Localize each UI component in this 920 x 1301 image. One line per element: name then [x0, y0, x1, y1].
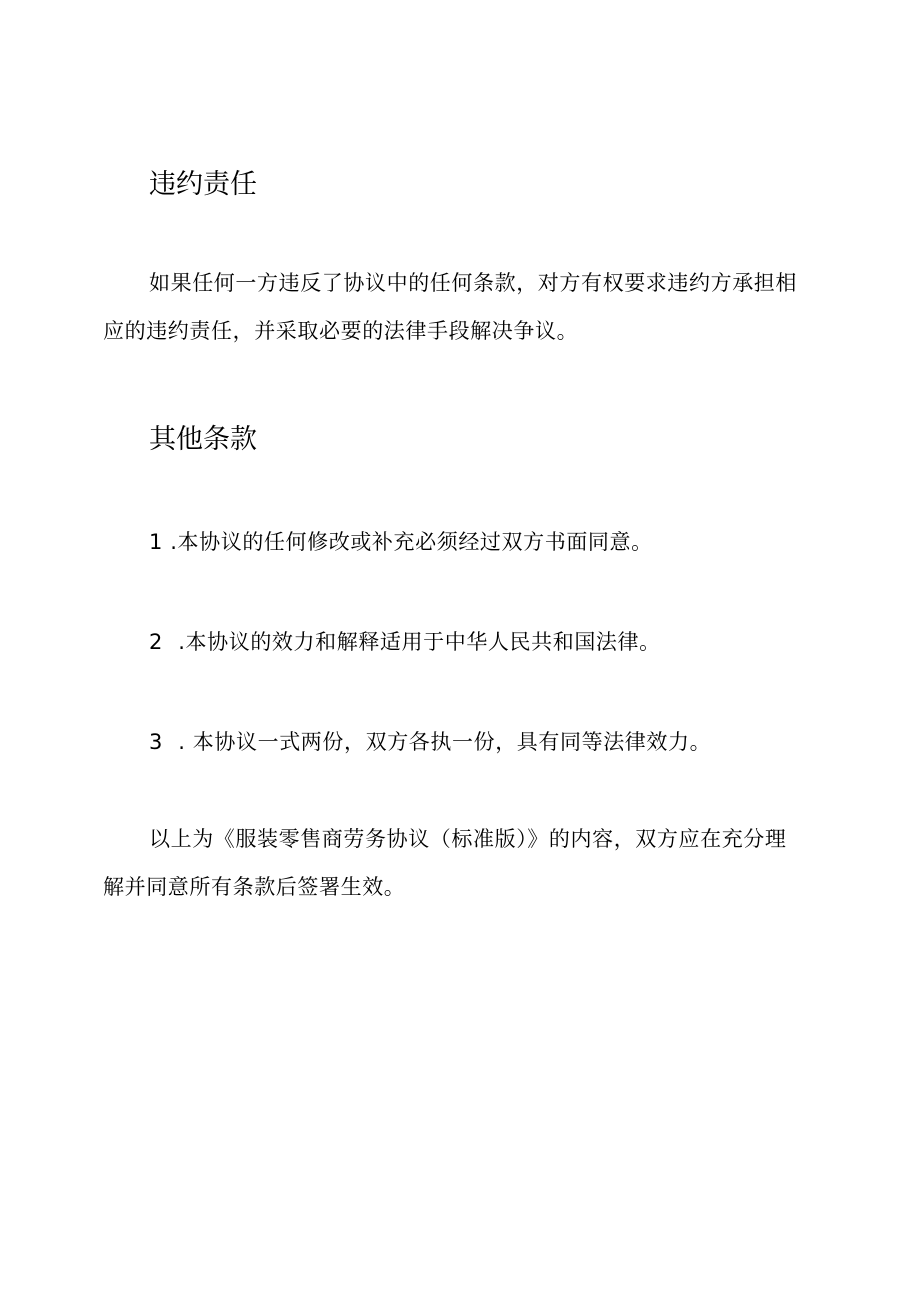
closing-paragraph: 以上为《服装零售商劳务协议（标准版）》的内容，双方应在充分理解并同意所有条款后签署生效。	[103, 827, 787, 899]
list-item-text: .本协议的效力和解释适用于中华人民共和国法律。	[178, 630, 661, 654]
list-item	[149, 727, 711, 757]
breach-liability-paragraph: 如果任何一方违反了协议中的任何条款，对方有权要求违约方承担相应的违约责任，并采取必要的法律手段解决争议。	[103, 271, 797, 343]
list-item-number: 1	[149, 530, 163, 554]
list-item-text: . 本协议一式两份，双方各执一份，具有同等法律效力。	[178, 730, 712, 754]
section-heading-other-terms: 其他条款	[149, 424, 257, 455]
list-item-number: 2	[149, 630, 163, 654]
list-item	[149, 627, 661, 657]
list-item-text: .本协议的任何修改或补充必须经过双方书面同意。	[170, 530, 653, 554]
list-item	[149, 527, 653, 557]
section-heading-breach-liability: 违约责任	[149, 169, 257, 200]
list-item-number: 3	[149, 730, 163, 754]
